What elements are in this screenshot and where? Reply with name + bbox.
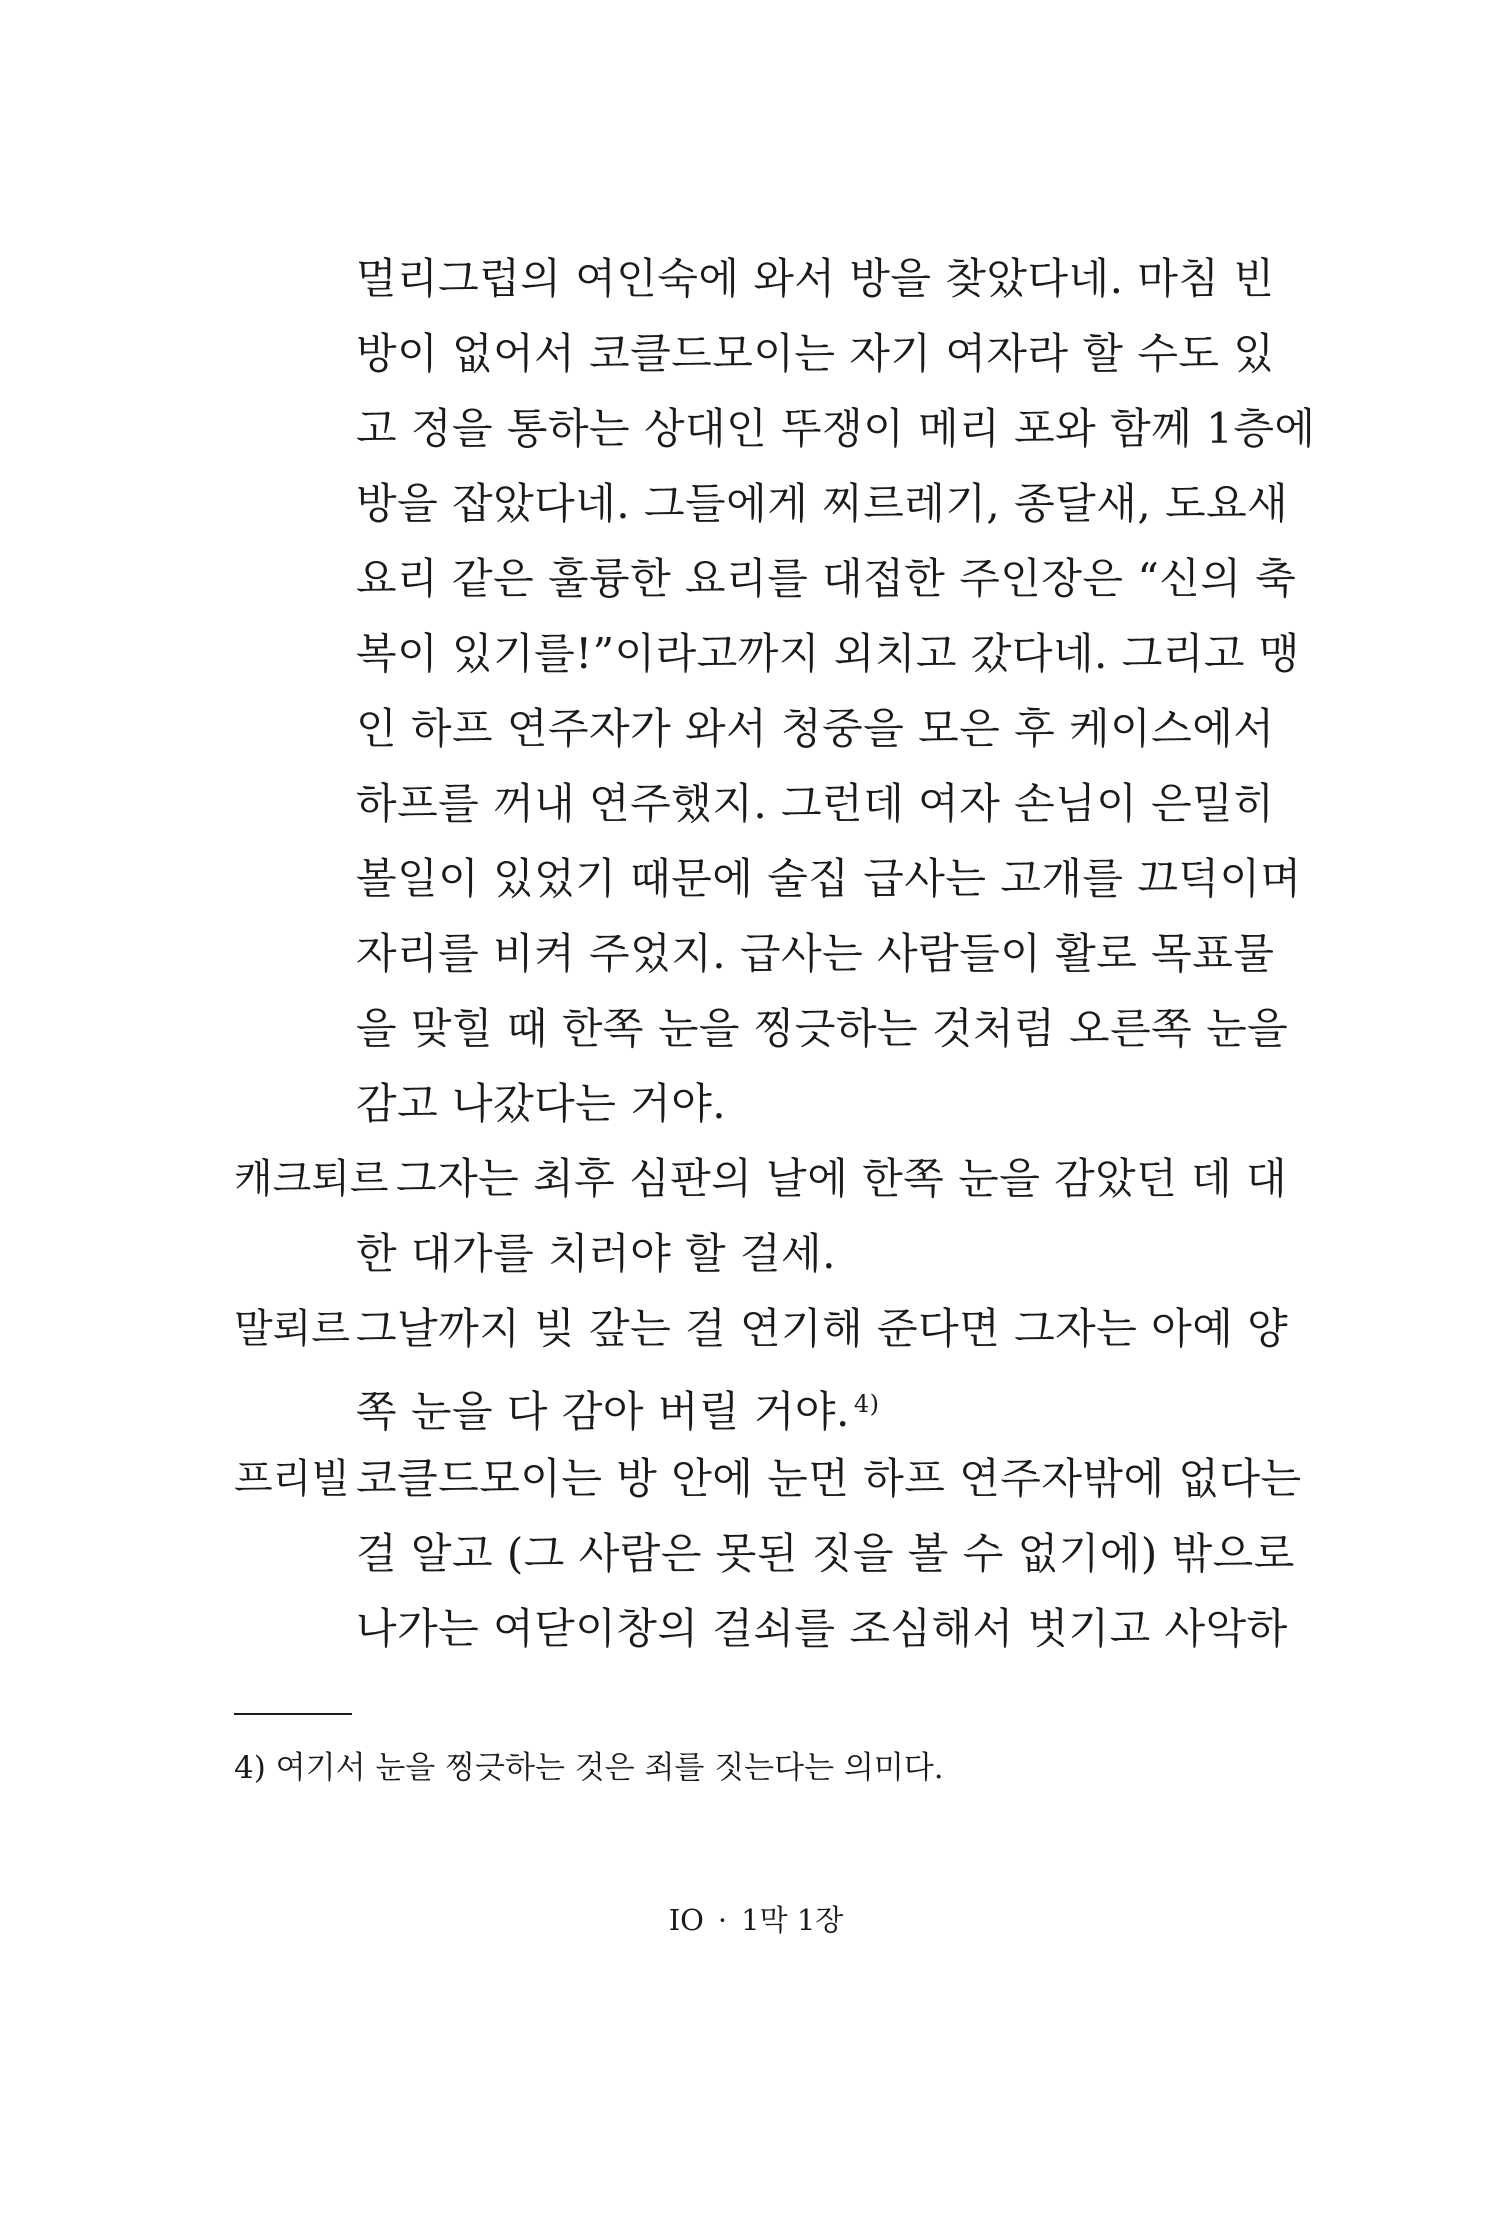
dialogue-line <box>356 1376 879 1440</box>
body-line: 을 맞힐 때 한쪽 눈을 찡긋하는 것처럼 오른쪽 눈을 <box>356 1004 1289 1053</box>
body-line: 멀리그럽의 여인숙에 와서 방을 찾았다네. 마침 빈 <box>356 254 1275 303</box>
speaker-name: 프리빌 <box>234 1456 350 1502</box>
body-line: 자리를 비켜 주었지. 급사는 사람들이 활로 목표물 <box>356 929 1275 978</box>
page-folio <box>0 1900 1512 1940</box>
dialogue-line: 그자는 최후 심판의 날에 한쪽 눈을 감았던 데 대 <box>396 1154 1288 1203</box>
body-line: 감고 나갔다는 거야. <box>356 1079 727 1128</box>
body-line: 인 하프 연주자가 와서 청중을 모은 후 케이스에서 <box>356 704 1275 753</box>
footnote-rule <box>234 1713 352 1715</box>
speaker-name: 말뢰르 <box>234 1306 350 1352</box>
body-line: 요리 같은 훌륭한 요리를 대접한 주인장은 “신의 축 <box>356 554 1297 603</box>
speaker-name: 캐크퇴르 <box>234 1156 389 1202</box>
dialogue-line: 걸 알고 (그 사람은 못된 짓을 볼 수 없기에) 밖으로 <box>356 1529 1295 1578</box>
dialogue-line: 그날까지 빚 갚는 걸 연기해 준다면 그자는 아예 양 <box>356 1304 1289 1353</box>
body-line: 방이 없어서 코클드모이는 자기 여자라 할 수도 있 <box>356 329 1275 378</box>
page-number: IO <box>668 1903 704 1937</box>
body-line: 고 정을 통하는 상대인 뚜쟁이 메리 포와 함께 1층에 <box>356 404 1316 453</box>
chapter-label: 1막 1장 <box>741 1903 844 1937</box>
dialogue-line: 코클드모이는 방 안에 눈먼 하프 연주자밖에 없다는 <box>356 1454 1302 1503</box>
dialogue-line: 나가는 여닫이창의 걸쇠를 조심해서 벗기고 사악하 <box>356 1604 1288 1653</box>
folio-separator: · <box>717 1903 728 1937</box>
dialogue-line-text: 쪽 눈을 다 감아 버릴 거야. <box>356 1387 850 1436</box>
body-line: 볼일이 있었기 때문에 술집 급사는 고개를 끄덕이며 <box>356 854 1302 903</box>
body-line: 하프를 꺼내 연주했지. 그런데 여자 손님이 은밀히 <box>356 779 1275 828</box>
body-line: 방을 잡았다네. 그들에게 찌르레기, 종달새, 도요새 <box>356 479 1289 528</box>
footnote-marker: 4) <box>853 1390 880 1418</box>
body-line: 복이 있기를!”이라고까지 외치고 갔다네. 그리고 맹 <box>356 629 1300 678</box>
footnote-text: 4) 여기서 눈을 찡긋하는 것은 죄를 짓는다는 의미다. <box>234 1750 944 1786</box>
dialogue-line: 한 대가를 치러야 할 걸세. <box>356 1229 836 1278</box>
